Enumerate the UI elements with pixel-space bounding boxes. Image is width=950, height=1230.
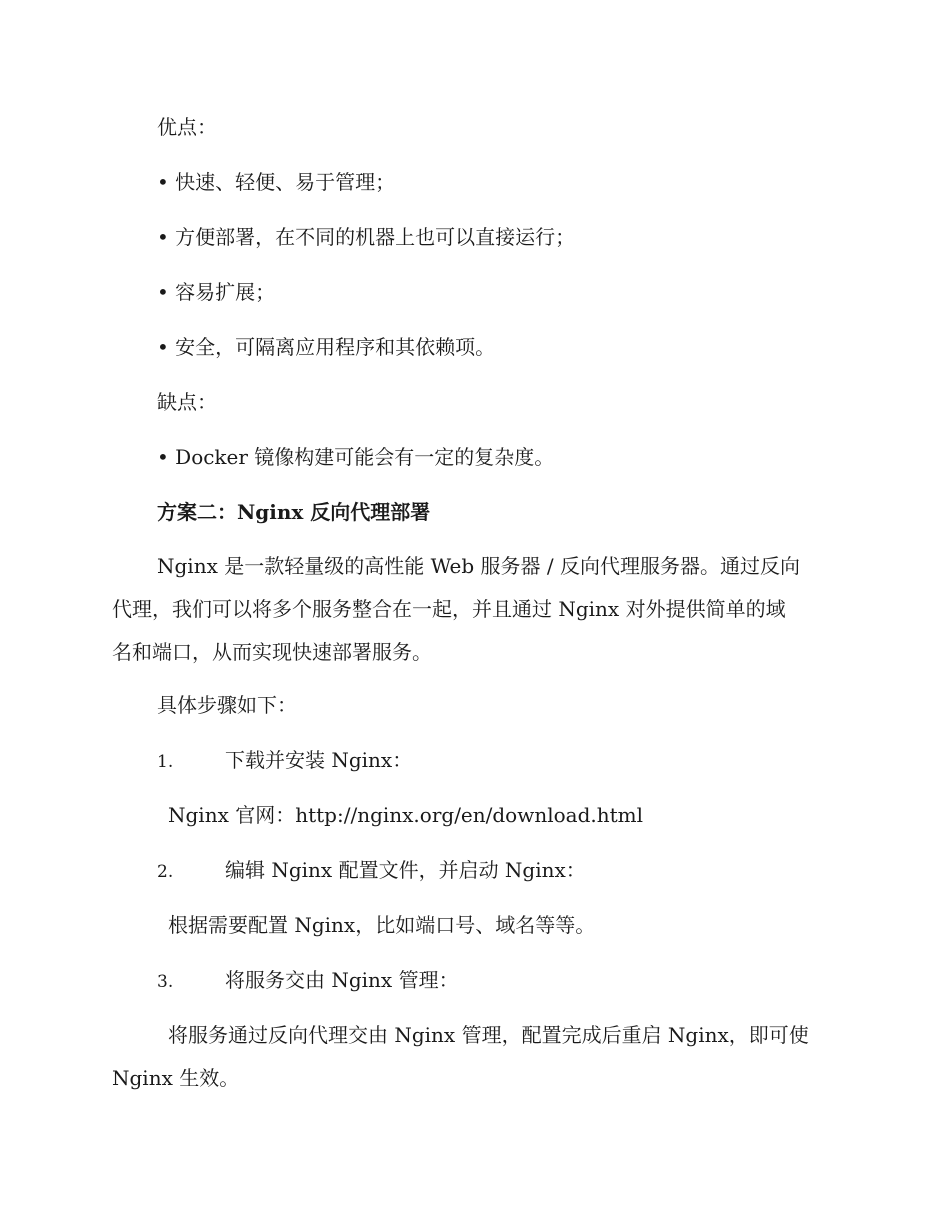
pros-item: • 容易扩展； [157,280,276,304]
step-title: 将服务交由 Nginx 管理： [225,968,459,992]
intro-line: 代理，我们可以将多个服务整合在一起，并且通过 Nginx 对外提供简单的域 [112,597,786,621]
step-number: 1. [157,752,174,772]
section-title: 方案二：Nginx 反向代理部署 [157,500,431,524]
step-number: 2. [157,862,174,882]
step-detail: Nginx 生效。 [112,1066,240,1090]
intro-line: 名和端口，从而实现快速部署服务。 [112,640,432,664]
step-title: 下载并安装 Nginx： [225,748,413,772]
step-1 [157,745,412,777]
step-title: 编辑 Nginx 配置文件，并启动 Nginx： [225,858,586,882]
cons-heading: 缺点： [157,390,217,414]
cons-item: • Docker 镜像构建可能会有一定的复杂度。 [157,445,555,469]
intro-line: Nginx 是一款轻量级的高性能 Web 服务器 / 反向代理服务器。通过反向 [157,554,800,578]
step-number: 3. [157,972,174,992]
pros-item: • 方便部署，在不同的机器上也可以直接运行； [157,225,576,249]
pros-item: • 安全，可隔离应用程序和其依赖项。 [157,335,496,359]
step-detail: Nginx 官网：http://nginx.org/en/download.html [168,803,644,827]
step-2 [157,855,586,887]
step-detail: 将服务通过反向代理交由 Nginx 管理，配置完成后重启 Nginx，即可使 [168,1023,809,1047]
steps-heading: 具体步骤如下： [157,693,297,717]
step-3 [157,965,459,997]
step-detail: 根据需要配置 Nginx，比如端口号、域名等等。 [168,913,596,937]
pros-heading: 优点： [157,115,217,139]
pros-item: • 快速、轻便、易于管理； [157,170,396,194]
